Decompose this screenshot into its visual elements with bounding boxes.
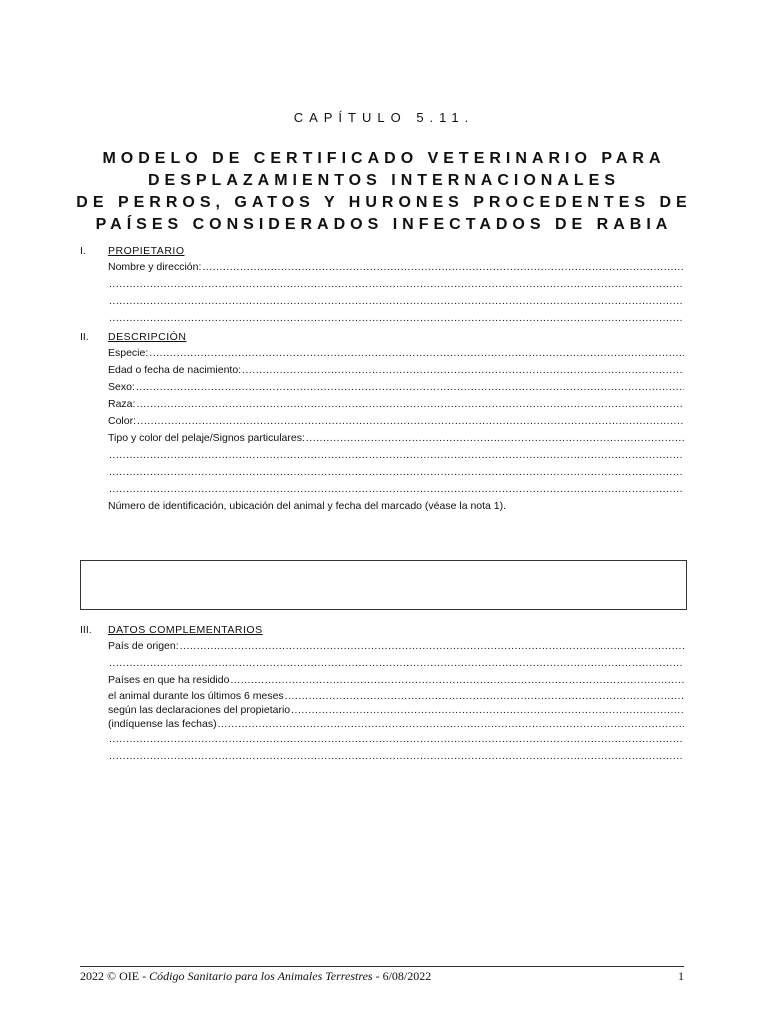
fill-line [109,748,684,765]
section-number: I. [80,245,86,257]
section-title: PROPIETARIO [108,245,185,257]
field-edad[interactable] [108,362,684,379]
field-especie[interactable] [108,345,684,362]
field-ultimos-meses[interactable] [108,689,684,703]
fill-line [136,396,684,413]
blank-line[interactable] [108,655,684,672]
fill-line [306,430,684,447]
field-paises-residido[interactable] [108,672,684,689]
field-label: el animal durante los últimos 6 meses [108,690,284,702]
field-label: según las declaraciones del propietario [108,704,291,716]
fill-line [136,379,684,396]
blank-line[interactable] [108,731,684,748]
section-header [80,243,684,259]
field-label: (indíquense las fechas) [108,718,217,730]
fill-line [230,672,684,689]
field-declaraciones[interactable] [108,703,684,717]
field-label: Tipo y color del pelaje/Signos particulares: [108,432,305,444]
blank-line[interactable] [108,748,684,765]
identification-box[interactable] [80,560,687,610]
blank-line[interactable] [108,464,684,481]
fill-line [109,731,684,748]
fill-line [291,703,684,717]
section-header [80,622,684,638]
field-nombre-direccion[interactable] [108,259,684,276]
field-pelaje[interactable] [108,430,684,447]
document-title [0,148,768,236]
blank-line[interactable] [108,310,684,327]
fill-line [109,481,684,498]
blank-line[interactable] [108,293,684,310]
section-number: III. [80,624,92,636]
section-title: DESCRIPCIÓN [108,331,187,343]
title-line-1: MODELO DE CERTIFICADO VETERINARIO PARA [102,150,666,167]
fill-line [149,345,684,362]
field-pais-origen[interactable] [108,638,684,655]
field-label: Edad o fecha de nacimiento: [108,364,242,376]
page-footer [80,966,684,984]
fill-line [109,447,684,464]
page-number: 1 [678,969,684,983]
field-label: Sexo: [108,381,135,393]
blank-line[interactable] [108,276,684,293]
section-propietario [80,243,684,327]
footer-year: 2022 © OIE - [80,969,147,983]
fill-line [109,655,684,672]
field-label: Raza: [108,398,136,410]
field-sexo[interactable] [108,379,684,396]
field-label: Especie: [108,347,149,359]
blank-line[interactable] [108,481,684,498]
section-descripcion [80,329,684,515]
fill-line [109,293,684,310]
field-label: Color: [108,415,137,427]
field-label: Países en que ha residido [108,674,230,686]
section-header [80,329,684,345]
title-line-2: DESPLAZAMIENTOS INTERNACIONALES [147,172,621,189]
identification-note: Número de identificación, ubicación del animal y fecha del marcado (véase la nota 1). [108,500,507,512]
section-datos-complementarios [80,622,684,765]
field-color[interactable] [108,413,684,430]
field-label: País de origen: [108,640,179,652]
section-title: DATOS COMPLEMENTARIOS [108,624,263,636]
fill-line [109,310,684,327]
fill-line [218,717,684,731]
fill-line [242,362,684,379]
title-line-4: PAÍSES CONSIDERADOS INFECTADOS DE RABIA [95,216,673,233]
chapter-heading: CAPÍTULO 5.11. [293,110,475,125]
fill-line [202,259,684,276]
title-line-3: DE PERROS, GATOS Y HURONES PROCEDENTES DE [76,194,692,211]
section-number: II. [80,331,89,343]
fill-line [180,638,684,655]
field-fechas[interactable] [108,717,684,731]
field-label: Nombre y dirección: [108,261,202,273]
field-raza[interactable] [108,396,684,413]
footer-date: - 6/08/2022 [375,969,432,983]
fill-line [109,276,684,293]
fill-line [285,689,684,703]
footer-citation [80,969,431,984]
fill-line [109,464,684,481]
footer-code-title: Código Sanitario para los Animales Terrestres [149,969,373,983]
blank-line[interactable] [108,447,684,464]
fill-line [137,413,684,430]
